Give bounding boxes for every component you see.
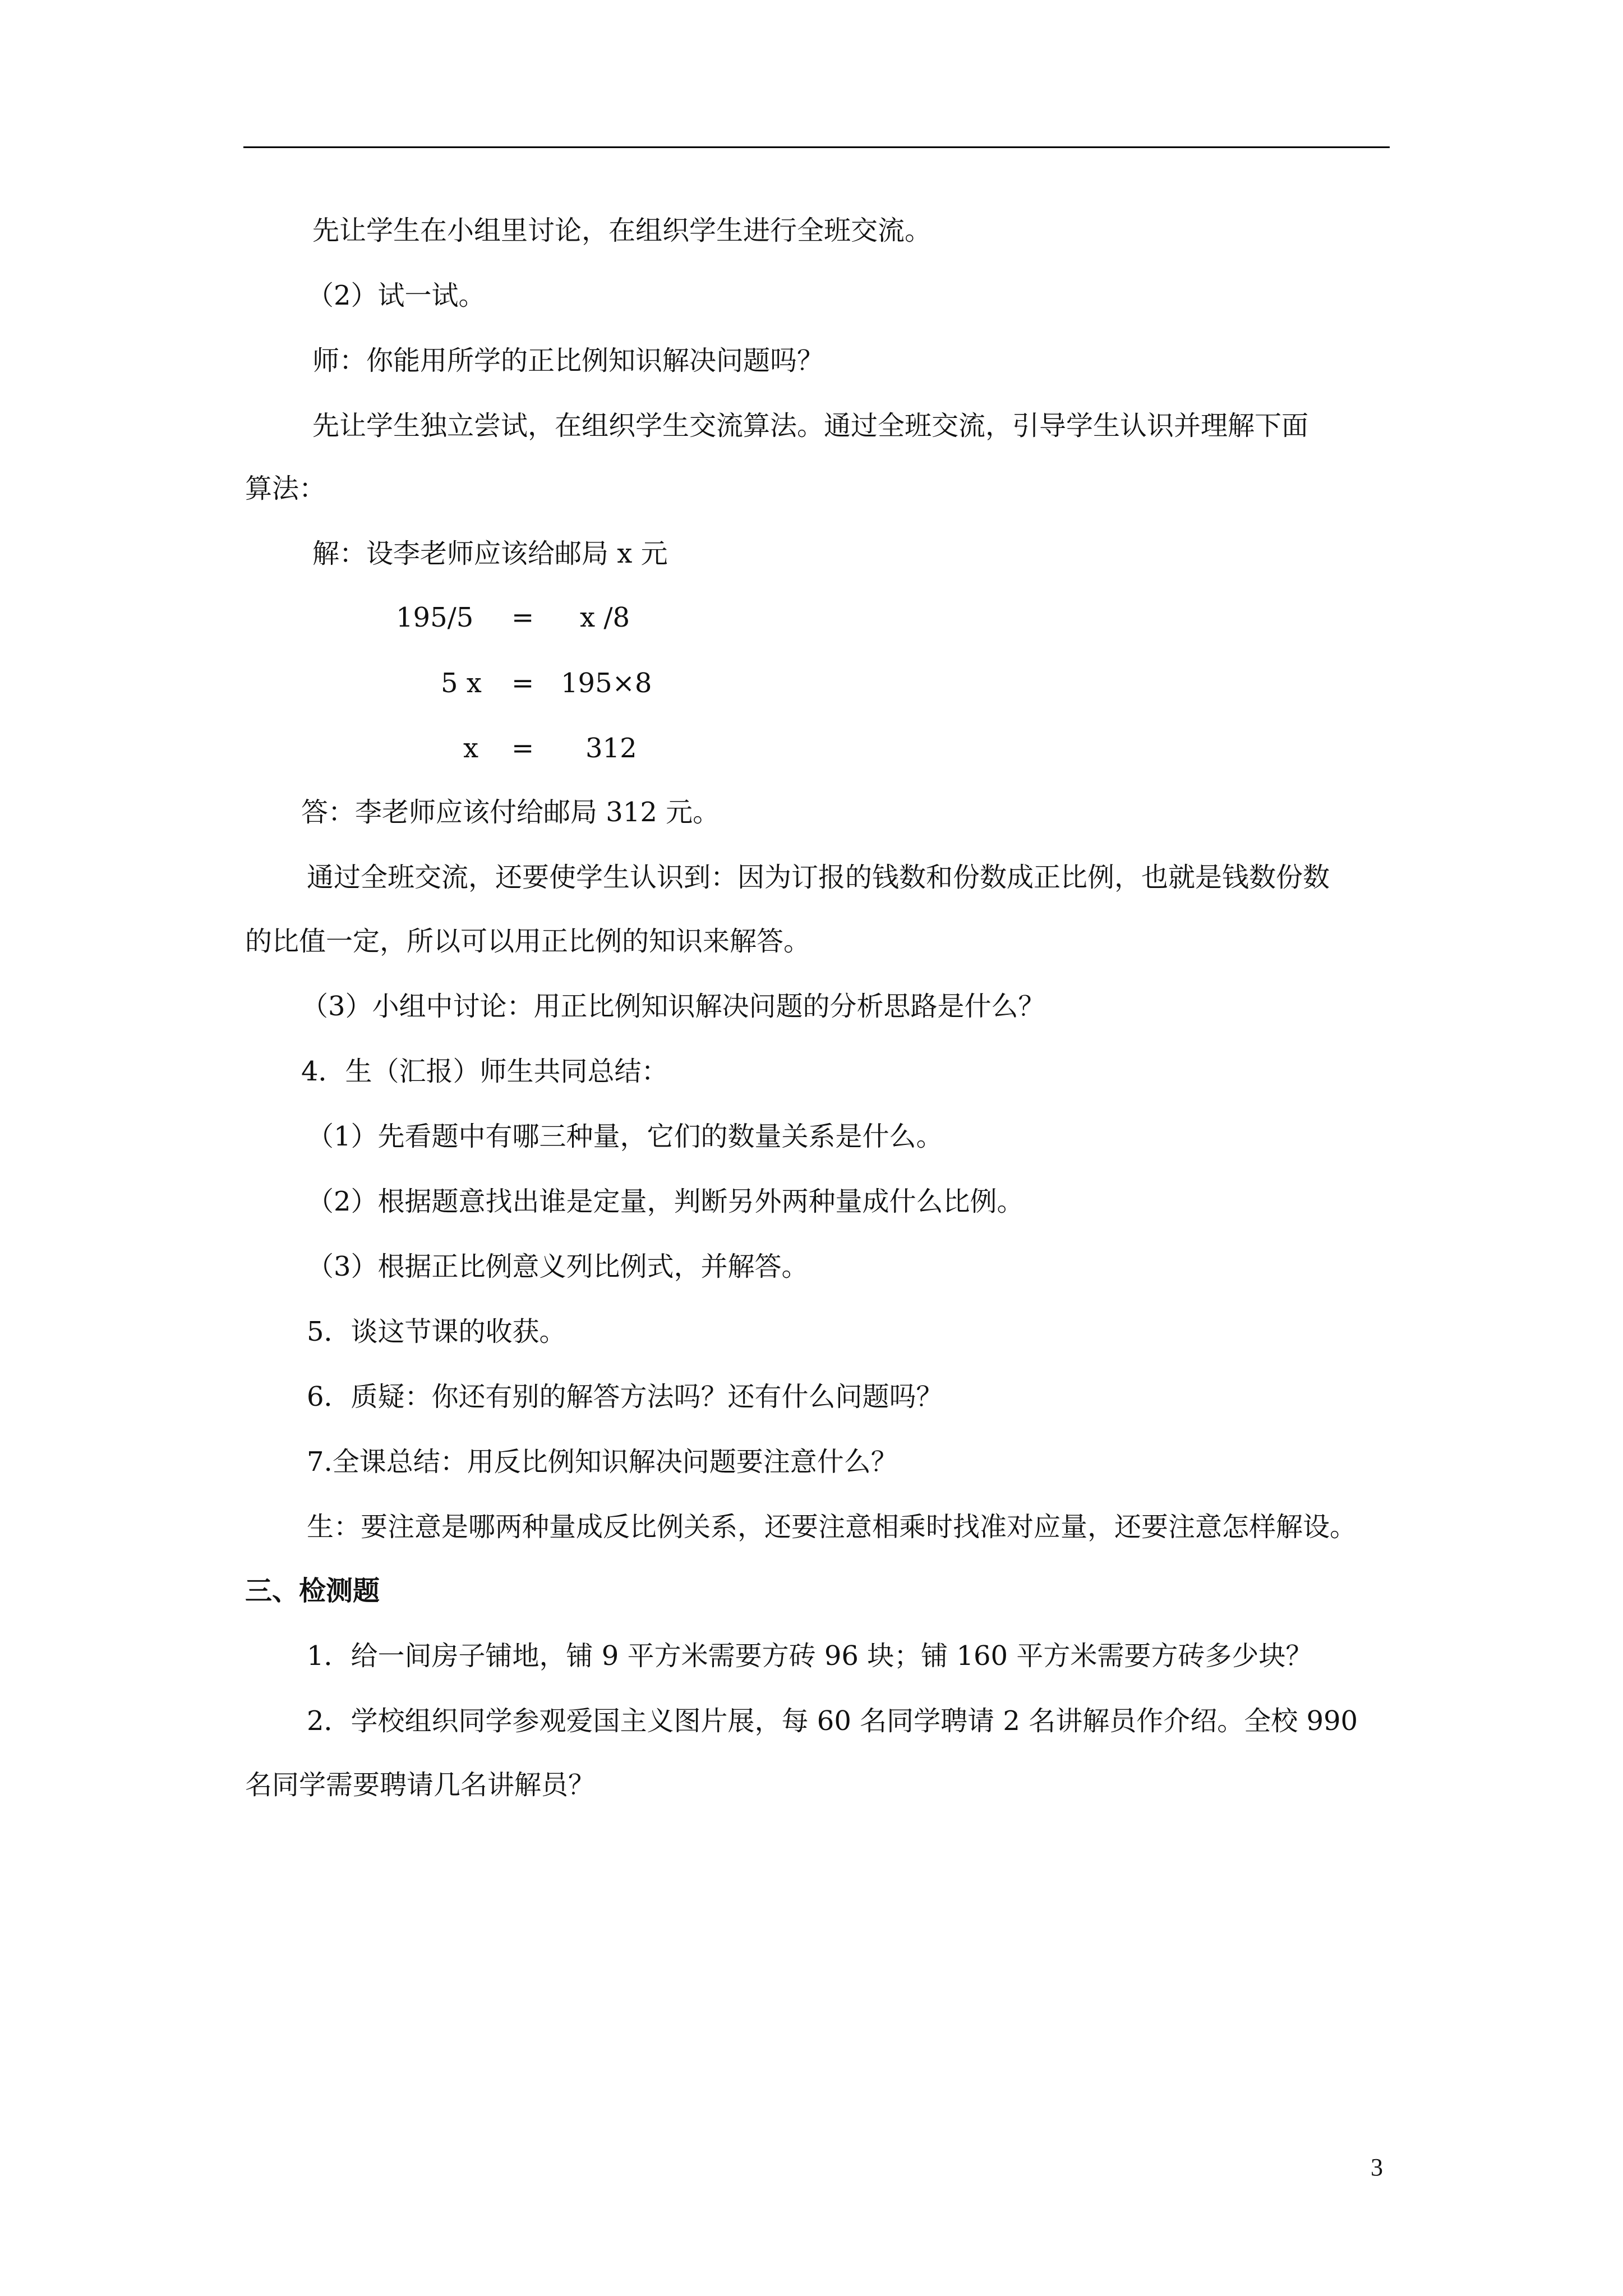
equation-left: 195/5 (396, 602, 474, 633)
section-heading: 三、检测题 (245, 1575, 380, 1607)
paragraph: （2）试一试。 (307, 280, 486, 311)
paragraph: 算法： (245, 473, 326, 504)
paragraph: 5．谈这节课的收获。 (307, 1316, 566, 1347)
equation-op: = (511, 668, 534, 699)
paragraph: 7.全课总结：用反比例知识解决问题要注意什么？ (307, 1446, 898, 1478)
paragraph: 解：设李老师应该给邮局 x 元 (312, 538, 668, 569)
equation-right: 195×8 (561, 668, 652, 699)
paragraph: 生：要注意是哪两种量成反比例关系，还要注意相乘时找准对应量，还要注意怎样解设。 (307, 1511, 1357, 1543)
paragraph: 先让学生独立尝试，在组织学生交流算法。通过全班交流，引导学生认识并理解下面 (312, 410, 1309, 441)
paragraph: 通过全班交流，还要使学生认识到：因为订报的钱数和份数成正比例，也就是钱数份数 (307, 862, 1330, 893)
equation-op: = (511, 733, 534, 764)
header-rule (243, 146, 1390, 148)
exercise: 1．给一间房子铺地，铺 9 平方米需要方砖 96 块；铺 160 平方米需要方砖多少块？ (307, 1640, 1313, 1672)
equation-right: x /8 (580, 602, 630, 633)
equation-op: = (511, 602, 534, 633)
paragraph: 师：你能用所学的正比例知识解决问题吗？ (312, 345, 824, 376)
equation-left: x (463, 733, 479, 764)
paragraph: （1）先看题中有哪三种量，它们的数量关系是什么。 (307, 1121, 943, 1152)
equation-right: 312 (585, 733, 637, 764)
exercise: 名同学需要聘请几名讲解员？ (245, 1769, 596, 1801)
exercise: 2．学校组织同学参观爱国主义图片展，每 60 名同学聘请 2 名讲解员作介绍。全校 990 (307, 1705, 1358, 1737)
equation-left: 5 x (441, 668, 482, 699)
paragraph: （3）根据正比例意义列比例式，并解答。 (307, 1251, 809, 1282)
paragraph: 先让学生在小组里讨论，在组织学生进行全班交流。 (312, 215, 932, 246)
paragraph: （2）根据题意找出谁是定量，判断另外两种量成什么比例。 (307, 1186, 1024, 1217)
paragraph: 答：李老师应该付给邮局 312 元。 (301, 797, 720, 828)
paragraph: （3）小组中讨论：用正比例知识解决问题的分析思路是什么？ (301, 991, 1045, 1022)
paragraph: 的比值一定，所以可以用正比例的知识来解答。 (245, 926, 811, 957)
page-number: 3 (1371, 2154, 1383, 2181)
paragraph: 6．质疑：你还有别的解答方法吗？还有什么问题吗？ (307, 1381, 943, 1412)
paragraph: 4．生（汇报）师生共同总结： (301, 1056, 668, 1087)
